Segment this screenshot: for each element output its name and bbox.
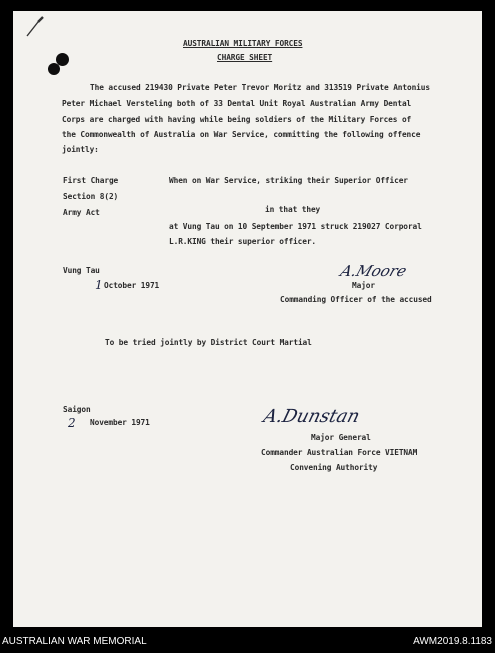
intro-line: The accused 219430 Private Peter Trevor Moritz and 313519 Private Antonius: [90, 83, 430, 92]
trial-note: To be tried jointly by District Court Martial: [105, 338, 312, 347]
intro-line: jointly:: [62, 145, 99, 154]
place-vung-tau: Vung Tau: [63, 266, 100, 275]
place-saigon: Saigon: [63, 405, 91, 414]
particulars-line: L.R.KING their superior officer.: [169, 237, 317, 246]
footer-accession-number: AWM2019.8.1183: [413, 636, 492, 647]
punch-hole-bottom: [48, 63, 60, 75]
date2-day-handwritten: 2: [68, 416, 76, 430]
charge-label-line: First Charge: [63, 176, 119, 185]
signature-commanding-officer: A.Moore: [338, 262, 410, 280]
document-subheading: CHARGE SHEET: [217, 53, 273, 62]
charge-label-line: Army Act: [63, 208, 100, 217]
title-convening-authority: Convening Authority: [290, 463, 378, 472]
charge-statement: When on War Service, striking their Superior Officer: [169, 176, 408, 185]
rank-major: Major: [352, 281, 375, 290]
charge-label-line: Section 8(2): [63, 192, 119, 201]
footer-institution: AUSTRALIAN WAR MEMORIAL: [2, 636, 147, 647]
pin-mark-icon: [24, 14, 46, 38]
in-that-they: in that they: [265, 205, 321, 214]
intro-line: Peter Michael Versteling both of 33 Dental Unit Royal Australian Army Dental: [62, 99, 412, 108]
document-heading: AUSTRALIAN MILITARY FORCES: [183, 39, 303, 48]
intro-line: Corps are charged with having while being soldiers of the Military Forces of: [62, 115, 412, 124]
date1-day-handwritten: 1: [95, 278, 103, 292]
date1-month-year: October 1971: [104, 281, 160, 290]
particulars-line: at Vung Tau on 10 September 1971 struck 219027 Corporal: [169, 222, 422, 231]
date2-month-year: November 1971: [90, 418, 150, 427]
signature-major-general: A.Dunstan: [261, 406, 362, 427]
rank-major-general: Major General: [311, 433, 371, 442]
intro-line: the Commonwealth of Australia on War Service, committing the following offence: [62, 130, 421, 139]
title-commanding-officer: Commanding Officer of the accused: [280, 295, 432, 304]
title-commander: Commander Australian Force VIETNAM: [261, 448, 418, 457]
